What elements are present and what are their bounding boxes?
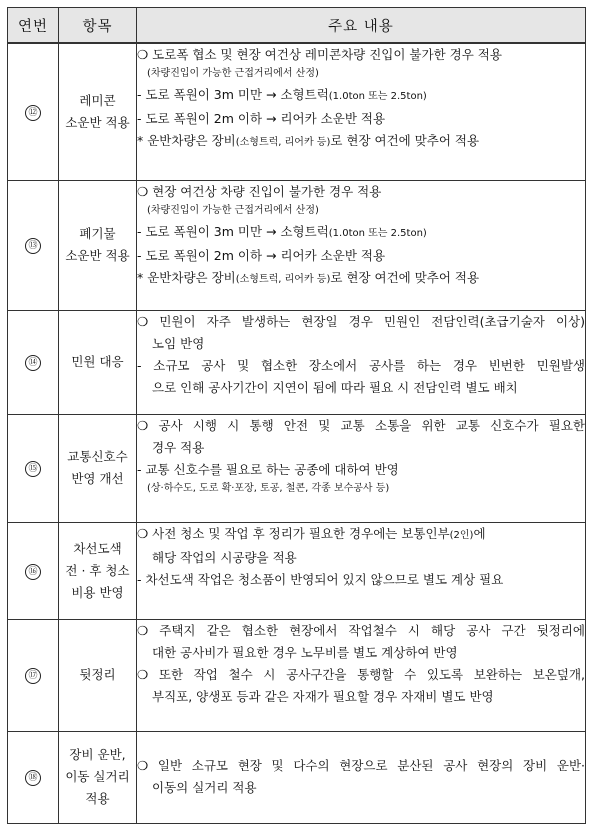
row-item: 뒷정리: [59, 619, 137, 731]
row-content: ❍ 사전 청소 및 작업 후 정리가 필요한 경우에는 보통인부(2인)에 해당 작업의 시공량을 적용 - 차선도색 작업은 청소품이 반영되어 있지 않으므로 별도 계상 필요: [137, 522, 586, 619]
row-number: ⑰: [8, 619, 59, 731]
row-content: ❍ 현장 여건상 차량 진입이 불가한 경우 적용 (차량진입이 가능한 근접거리에서 산정) - 도로 폭원이 3m 미만 → 소형트럭(1.0ton 또는 2.5ton) - 도로 폭원이 2m 이하 → 리어카 소운반 적용 * 운반차량은 장비(소형트럭, 리어카 등)로 현장 여건에 맞추어 적용: [137, 180, 586, 310]
row-number: ⑯: [8, 522, 59, 619]
table-row: [8, 522, 586, 619]
row-content: ❍ 공사 시행 시 통행 안전 및 교통 소통을 위한 교통 신호수가 필요한 경우 적용 - 교통 신호수를 필요로 하는 공종에 대하여 반영 (상·하수도, 도로 확·포장, 토공, 철콘, 각종 보수공사 등): [137, 414, 586, 522]
row-number: ⑫: [8, 43, 59, 180]
header-item: 항목: [59, 8, 137, 44]
row-number: ⑬: [8, 180, 59, 310]
table-row: [8, 180, 586, 310]
row-number: ⑭: [8, 310, 59, 414]
row-content: ❍ 일반 소규모 현장 및 다수의 현장으로 분산된 공사 현장의 장비 운반· 이동의 실거리 적용: [137, 731, 586, 823]
row-item: 민원 대응: [59, 310, 137, 414]
header-no: 연번: [8, 8, 59, 44]
table-row: [8, 731, 586, 823]
table-row: [8, 414, 586, 522]
table-row: [8, 619, 586, 731]
table-row: [8, 43, 586, 180]
row-content: ❍ 민원이 자주 발생하는 현장일 경우 민원인 전담인력(초급기술자 이상) 노임 반영 - 소규모 공사 및 협소한 장소에서 공사를 하는 경우 빈번한 민원발생 으로 인해 공사기간이 지연이 됨에 따라 필요 시 전담인력 별도 배치: [137, 310, 586, 414]
table-row: [8, 310, 586, 414]
row-item: 장비 운반, 이동 실거리 적용: [59, 731, 137, 823]
row-number: ⑱: [8, 731, 59, 823]
row-content: ❍ 도로폭 협소 및 현장 여건상 레미콘차량 진입이 불가한 경우 적용 (차량진입이 가능한 근접거리에서 산정) - 도로 폭원이 3m 미만 → 소형트럭(1.0ton 또는 2.5ton) - 도로 폭원이 2m 이하 → 리어카 소운반 적용 * 운반차량은 장비(소형트럭, 리어카 등)로 현장 여건에 맞추어 적용: [137, 43, 586, 180]
cost-items-table: [7, 7, 586, 824]
header-row: [8, 8, 586, 44]
row-content: ❍ 주택지 같은 협소한 현장에서 작업철수 시 해당 공사 구간 뒷정리에 대한 공사비가 필요한 경우 노무비를 별도 계상하여 반영 ❍ 또한 작업 철수 시 공사구간을 통행할 수 있도록 보완하는 보온덮개, 부직포, 양생포 등과 같은 자재가 필요할 경우 자재비 별도 반영: [137, 619, 586, 731]
row-item: 레미콘 소운반 적용: [59, 43, 137, 180]
row-number: ⑮: [8, 414, 59, 522]
row-item: 차선도색 전 · 후 청소 비용 반영: [59, 522, 137, 619]
header-content: 주요 내용: [137, 8, 586, 44]
row-item: 교통신호수 반영 개선: [59, 414, 137, 522]
row-item: 폐기물 소운반 적용: [59, 180, 137, 310]
